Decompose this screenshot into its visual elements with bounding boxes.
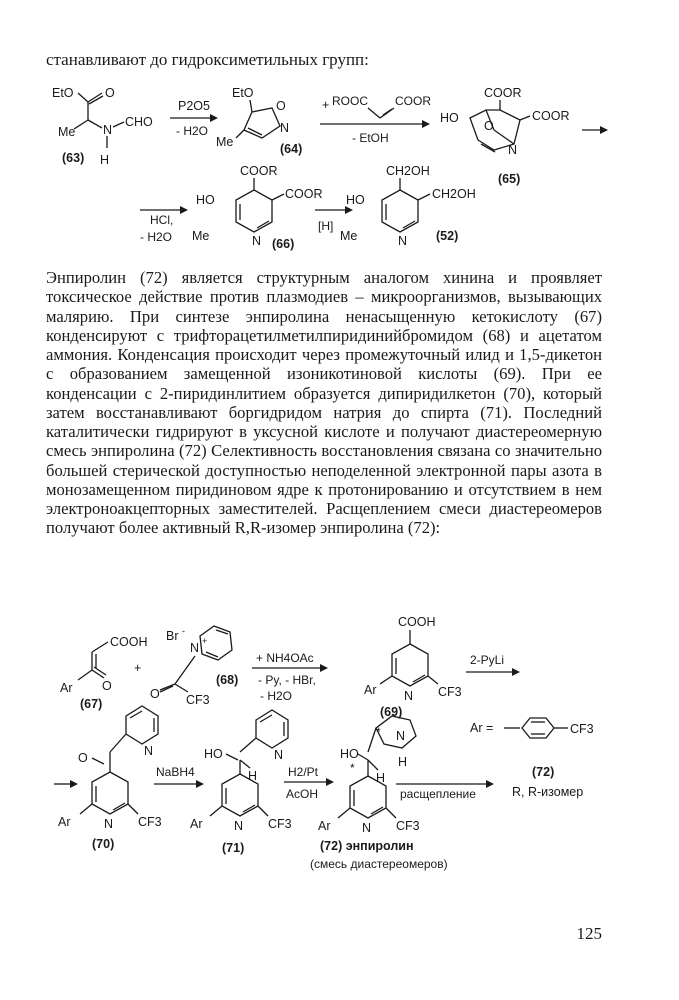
atom-h-72a: H [376,771,386,785]
atom-cf3-70: CF3 [138,815,162,829]
atom-h: H [100,153,110,167]
atom-n-70: N [104,817,114,831]
reagent-nh4oac: + NH4OAc [256,651,314,665]
label-70: (70) [92,837,115,851]
reagent-nabh4: NaBH4 [156,765,195,779]
compound-65 [440,86,608,186]
reagent-minus-h2o-3: - H2O [260,689,293,703]
atom-h-71: H [248,769,258,783]
reagent-minus-py: - Py, - HBr, [258,673,316,687]
reagent-rooc: ROOC [332,94,368,108]
atom-ar-69: Ar [364,683,377,697]
star-1: * [376,725,381,739]
atom-coor2-66: COOR [285,187,323,201]
atom-n-71-py: N [274,748,284,762]
reagent-h2pt: H2/Pt [288,765,319,779]
atom-cf3-68: CF3 [186,693,210,707]
page-number: 125 [576,924,602,943]
arrow-resolution [396,780,494,801]
star-2: * [350,761,355,775]
reagent-acoh: AcOH [286,787,319,801]
atom-cf3-71: CF3 [268,817,292,831]
atom-n-72: N [362,821,372,835]
atom-me-64: Me [216,135,234,149]
label-68: (68) [216,673,239,687]
compound-52 [340,164,476,248]
label-67: (67) [80,697,103,711]
reaction-scheme-enpiroline [0,612,679,912]
atom-ar-70: Ar [58,815,71,829]
atom-ar-def: Ar = [470,721,494,735]
label-rr-isomer: R, R-изомер [512,785,584,799]
label-71: (71) [222,841,245,855]
label-65: (65) [498,172,521,186]
atom-cf3-def: CF3 [570,722,594,736]
reagent-plus-2: + [134,661,142,675]
atom-ch2oh2-52: CH2OH [432,187,476,201]
arrow-nabh4 [154,765,204,788]
arrow-dienophile [320,94,431,145]
atom-coor-65: COOR [484,86,522,100]
atom-n-68: N [190,641,200,655]
atom-n: N [103,123,113,137]
atom-ar-71: Ar [190,817,203,831]
atom-h-72b: H [398,755,408,769]
svg-text:+: + [202,636,208,646]
atom-o-68: O [150,687,160,701]
intro-text: станавливают до гидроксиметильных групп: [46,50,369,69]
reagent-h: [H] [318,219,334,233]
atom-cf3-72: CF3 [396,819,420,833]
label-63: (63) [62,151,85,165]
atom-ar-67: Ar [60,681,73,695]
atom-n-65: N [508,143,518,157]
atom-cooh-69: COOH [398,615,436,629]
compound-66 [192,164,323,251]
reagent-pyli: 2-PyLi [470,653,505,667]
atom-n-52: N [398,234,408,248]
arrow-p2o5 [170,99,218,138]
atom-ho-65: HO [440,111,459,125]
atom-n-64: N [280,121,290,135]
label-64: (64) [280,142,303,156]
compound-71 [190,710,292,855]
reagent-p2o5: P2O5 [178,99,210,113]
arrow-pyli [466,653,520,676]
compound-69 [364,615,462,719]
atom-n-66: N [252,234,262,248]
atom-coor2-65: COOR [532,109,570,123]
atom-cho: CHO [125,115,153,129]
atom-ho-52: HO [346,193,365,207]
ar-definition [470,718,594,738]
body-paragraph: Энпиролин (72) является структурным аналогом хинина и проявляет токсическое действие против плазмодиев – микроорганизмов, вызывающих малярию. При синтезе энпиролина ненасыщенную кетокислоту (67) конденсируют с трифторацетилметилпиридинийбромидом (68) и ацетатом аммония. Конденсация происходит через промежуточный илид и 1,5-дикетон с образованием замещенной изоникотиновой кислоты (69). При ее конденсации с 2-пиридинлитием образуется дипиридилкетон (70), который затем восстанавливают боргидридом натрия до спирта (71). Последний каталитически гидрируют в уксусной кислоте и получают диастереомерную смесь энпиролина (72) Селективность восстановления связана со значительно большей стерической доступностью неподеленной электронной пары азота в монозамещенном пиридиновом ядре к протонированию и отсутствием в нем электроноакцепторных заместителей. Расщеплением смеси диастереомеров получают более активный R,R-изомер энпиролина (72): [46,268,602,538]
atom-ho-71: HO [204,747,223,761]
atom-n-70-py: N [144,744,154,758]
label-52: (52) [436,229,459,243]
label-69: (69) [380,705,403,719]
atom-o: O [105,86,115,100]
svg-text:-: - [182,626,185,636]
arrow-nh4oac [252,651,328,703]
reagent-plus: + [322,98,330,112]
atom-br-68: Br [166,629,179,643]
reagent-minus-h2o: - H2O [176,124,209,138]
atom-n-72-pip: N [396,729,406,743]
compound-70 [58,706,162,851]
atom-eto: EtO [52,86,74,100]
atom-me-66: Me [192,229,210,243]
label-66: (66) [272,237,295,251]
reagent-minus-etoh: - EtOH [352,131,389,145]
atom-o-65: O [484,119,494,133]
compound-68 [150,626,238,707]
reagent-minus-h2o-2: - H2O [140,230,173,244]
atom-n-69: N [404,689,414,703]
atom-me: Me [58,125,76,139]
arrow-hcl [140,206,188,244]
reagent-coor-alkene: COOR [395,94,431,108]
arrow-h2pt [284,765,334,801]
atom-ar-72: Ar [318,819,331,833]
atom-o-70: O [78,751,88,765]
atom-ho-72: HO [340,747,359,761]
atom-cooh-67: COOH [110,635,148,649]
label-72-mixture: (смесь диастереомеров) [310,857,448,871]
label-72-final: (72) [532,765,555,779]
atom-cf3-69: CF3 [438,685,462,699]
compound-64 [216,86,302,156]
compound-63 [52,86,153,167]
atom-ch2oh-52: CH2OH [386,164,430,178]
atom-eto-64: EtO [232,86,254,100]
atom-o-67: O [102,679,112,693]
reagent-split: расщепление [400,787,476,801]
reagent-hcl: HCl, [150,213,174,227]
atom-coor-66: COOR [240,164,278,178]
atom-n-71: N [234,819,244,833]
atom-ho-66: HO [196,193,215,207]
atom-o-64: O [276,99,286,113]
reaction-scheme-pyridoxine [0,80,679,260]
atom-me-52: Me [340,229,358,243]
label-72-enpiroline: (72) энпиролин [320,839,414,853]
